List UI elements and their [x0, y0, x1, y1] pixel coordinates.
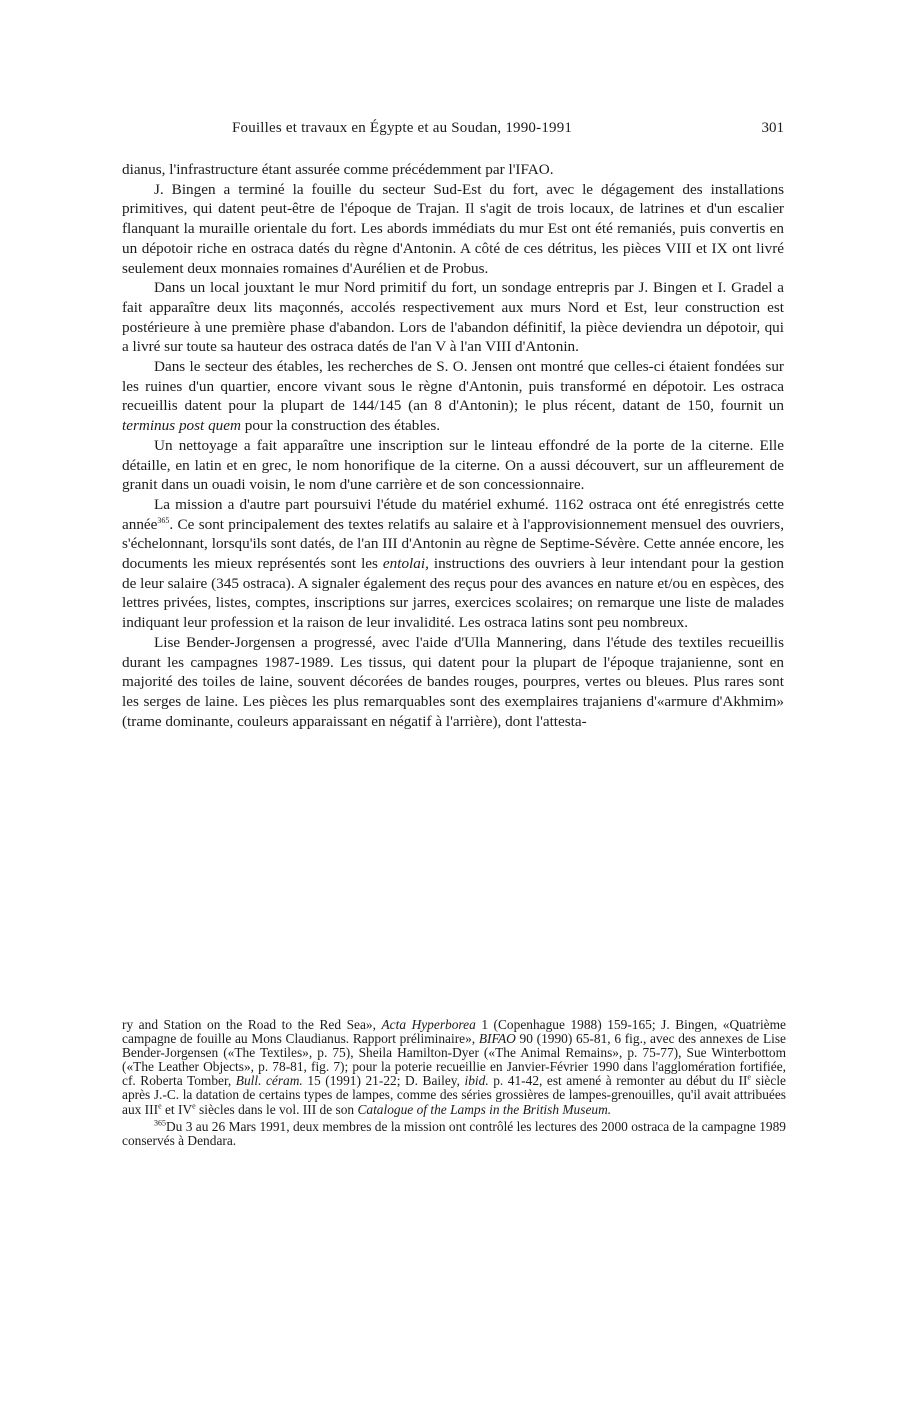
text-run: siècle après J.-C. la datation de certains types de lampes, comme des séries grossières de lampes-grenouilles, qu'il avait attribuées aux III [122, 1073, 786, 1117]
italic-title: Acta Hyperborea [381, 1017, 476, 1032]
text-run: La mission a d'autre part poursuivi l'étude du matériel exhumé. 1162 ostraca ont été enregistrés cette année [122, 495, 784, 533]
text-run: siècles dans le vol. III de son [195, 1101, 358, 1117]
italic-title: Bull. céram. [235, 1073, 303, 1089]
text-run: instructions des ouvriers à leur intendant pour la gestion de leur salaire (345 ostraca). A signaler également des reçus pour des avances en nature et/ou en espèces, des lettres privées, listes, comptes, inscriptions sur jarres, exercices scolaires; on remarque une liste de malades indiquant leur profession et la raison de leur invalidité. Les ostraca latins sont peu nombreux. [122, 555, 784, 632]
footnote-continued [122, 1018, 786, 1117]
paragraph: Un nettoyage a fait apparaître une inscription sur le linteau effondré de la porte de la citerne. Elle détaille, en latin et en grec, le nom honorifique de la citerne. On a aussi découvert, sur un affleurement de granit dans un ouadi voisin, le nom d'une carrière et de son concessionnaire. [122, 436, 784, 494]
text-run: p. 41-42, est amené à remonter au début du II [488, 1073, 748, 1089]
paragraph: J. Bingen a terminé la fouille du secteur Sud-Est du fort, avec le dégagement des installations primitives, qui datent peut-être de l'époque de Trajan. Il s'agit de trois locaux, de latrines et d'un escalier flanquant la muraille orientale du fort. Les abords immédiats du mur Est ont été remaniés, puis convertis en un dépotoir riche en ostraca datés du règne d'Antonin. A côté de ces détritus, les pièces VIII et IX ont livré seulement deux monnaies romaines d'Aurélien et de Probus. [122, 180, 784, 277]
italic-title: ibid. [464, 1073, 489, 1089]
text-run: 1 (Copenhague 1988) 159-165; J. Bingen, «Quatrième campagne de fouille au Mons Claudianus. Rapport préliminaire», [122, 1017, 786, 1047]
italic-title: Catalogue of the Lamps in the British Museum. [357, 1101, 612, 1117]
page-number: 301 [761, 120, 784, 136]
paragraph [122, 495, 784, 633]
footnote-text: Du 3 au 26 Mars 1991, deux membres de la mission ont contrôlé les lectures des 2000 ostraca de la campagne 1989 conservés à Dendara. [122, 1118, 786, 1148]
text-run: . Ce sont principalement des textes relatifs au salaire et à l'approvisionnement mensuel des ouvriers, s'échelonnant, lorsqu'ils sont datés, de l'an III d'Antonin au règne de Septime-Sévère. Cette année encore, les documents les mieux représentés sont les [122, 515, 784, 573]
paragraph: Lise Bender-Jorgensen a progressé, avec l'aide d'Ulla Mannering, dans l'étude des textiles recueillis durant les campagnes 1987-1989. Les tissus, qui datent pour la plupart de l'époque trajanienne, sont en majorité des toiles de laine, souvent décorées de bandes rouges, pourpres, vertes ou bleues. Plus rares sont les serges de laine. Les pièces les plus remarquables sont des exemplaires trajaniens d'«armure d'Akhmim» (trame dominante, couleurs apparaissant en négatif à l'arrière), dont l'attesta- [122, 633, 784, 730]
footnote-number: 365 [154, 1118, 166, 1128]
footnote-365 [122, 1120, 786, 1148]
superscript: e [192, 1101, 196, 1111]
footnotes [122, 1018, 786, 1148]
text-run: 90 (1990) 65-81, 6 fig., avec des annexes de Lise Bender-Jorgensen («The Textiles», p. 75), Sheila Hamilton-Dyer («The Animal Remains», p. 75-77), Sue Winterbottom («The Leather Objects», p. 78-81, fig. 7); pour la poterie recueillie en Janvier-Février 1990 dans l'agglomération fortifiée, cf. Roberta Tomber, [122, 1031, 787, 1089]
running-title: Fouilles et travaux en Égypte et au Soudan, 1990-1991 [232, 120, 573, 136]
text-run: pour la construction des étables. [240, 417, 441, 435]
paragraph: dianus, l'infrastructure étant assurée comme précédemment par l'IFAO. [122, 161, 554, 178]
paragraph: Dans un local jouxtant le mur Nord primitif du fort, un sondage entrepris par J. Bingen et I. Gradel a fait apparaître deux lits maçonnés, accolés respectivement aux murs Nord et Est, leur construction est postérieure à une première phase d'abandon. Lors de l'abandon définitif, la pièce deviendra un dépotoir, qui a livré sur toute sa hauteur des ostraca datés de l'an V à l'an VIII d'Antonin. [122, 279, 784, 356]
text-run: Dans le secteur des étables, les recherches de S. O. Jensen ont montré que celles-ci étaient fondées sur les ruines d'un quartier, encore vivant sous le règne d'Antonin, puis transformé en dépotoir. Les ostraca recueillis datent pour la plupart de 144/145 (an 8 d'Antonin); le plus récent, datant de 150, fournit un [122, 358, 784, 415]
main-text [122, 160, 784, 731]
italic-term: terminus post quem [122, 417, 241, 435]
superscript: e [158, 1101, 162, 1111]
italic-title: BIFAO [478, 1031, 516, 1047]
superscript: e [747, 1072, 751, 1082]
text-run: 15 (1991) 21-22; D. Bailey, [302, 1073, 465, 1089]
paragraph [122, 357, 784, 436]
italic-term: entolai, [382, 555, 429, 573]
text-run: et IV [161, 1101, 193, 1117]
text-run: ry and Station on the Road to the Red Sea», [122, 1017, 382, 1032]
footnote-ref: 365 [157, 515, 170, 525]
